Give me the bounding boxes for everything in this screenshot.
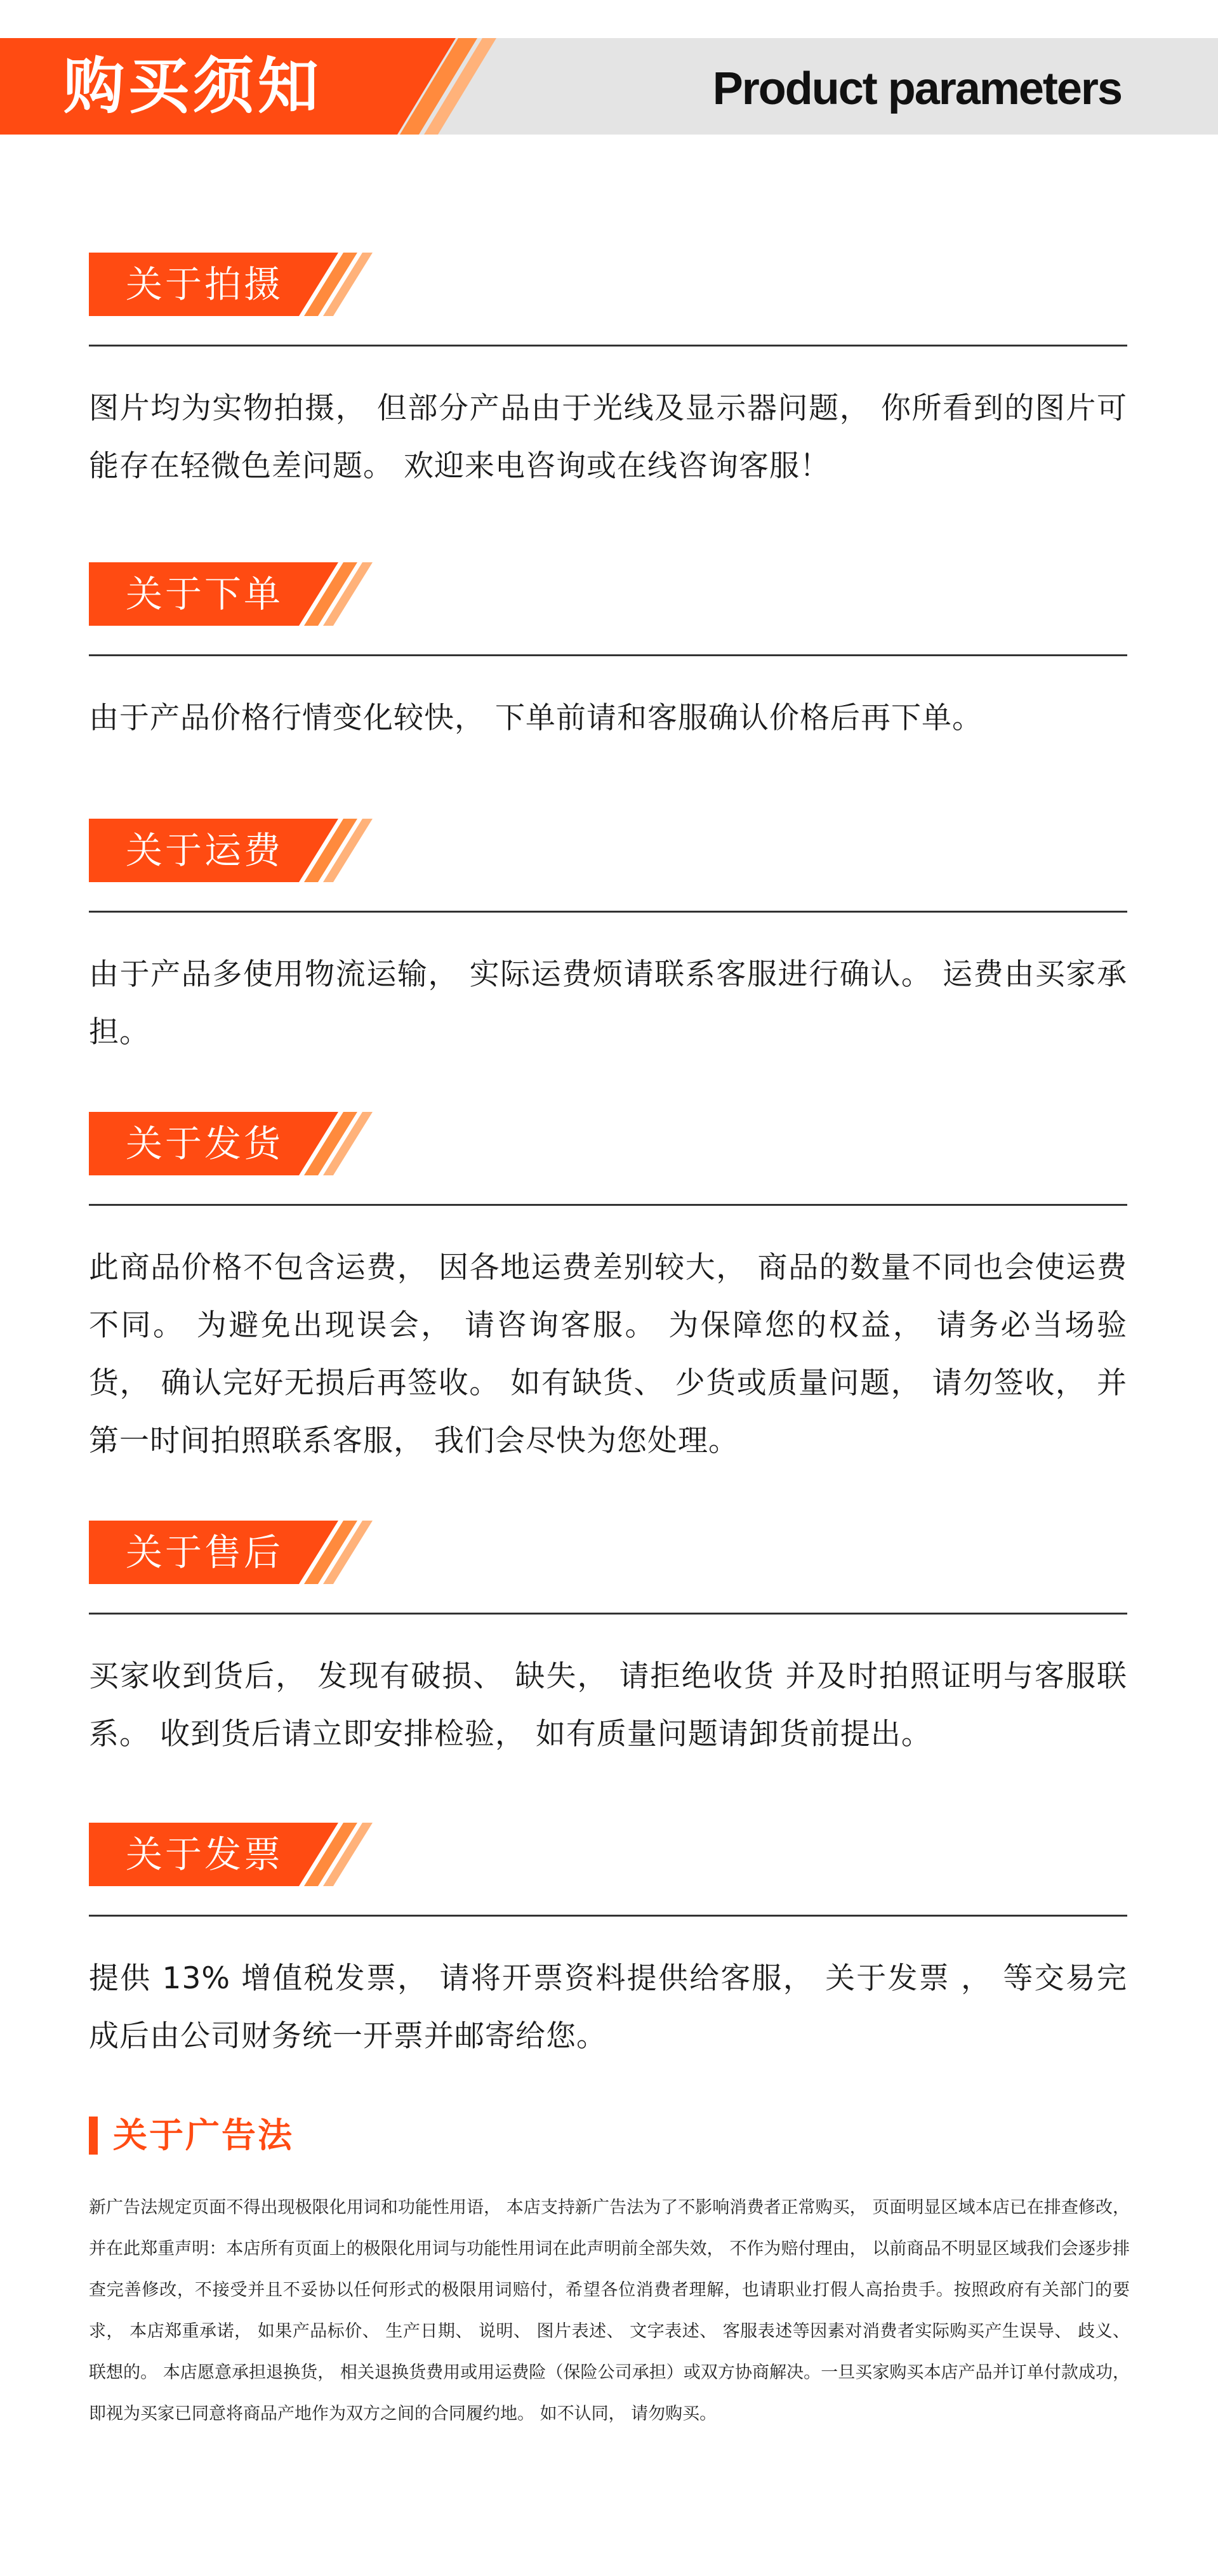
section-tag-label: 关于下单	[126, 572, 284, 616]
section-divider	[89, 654, 1127, 656]
section-divider	[89, 911, 1127, 913]
section-body: 由于产品多使用物流运输， 实际运费烦请联系客服进行确认。 运费由买家承担。	[89, 957, 1127, 1050]
section-divider	[89, 1204, 1127, 1206]
page-subtitle-en: Product parameters	[712, 63, 1122, 114]
section-body: 图片均为实物拍摄， 但部分产品由于光线及显示器问题， 你所看到的图片可能存在轻微色差问题。 欢迎来电咨询或在线咨询客服！	[89, 391, 1127, 484]
section-photography	[89, 253, 1127, 495]
section-body: 由于产品价格行情变化较快， 下单前请和客服确认价格后再下单。	[89, 701, 983, 736]
section-delivery	[89, 1112, 1127, 1470]
section-divider	[89, 1613, 1127, 1615]
section-body: 提供 13% 增值税发票， 请将开票资料提供给客服， 关于发票 ， 等交易完成后由公司财务统一开票并邮寄给您。	[89, 1961, 1127, 2054]
section-after-sales	[89, 1521, 1127, 1763]
section-tag	[89, 253, 374, 316]
section-tag	[89, 819, 374, 882]
section-divider	[89, 1915, 1127, 1917]
ad-law-title: 关于广告法	[113, 2115, 294, 2155]
page-title: 购买须知	[63, 51, 322, 122]
section-body: 买家收到货后， 发现有破损、 缺失， 请拒绝收货 并及时拍照证明与客服联系。 收到货后请立即安排检验， 如有质量问题请卸货前提出。	[89, 1659, 1127, 1752]
section-invoice	[89, 1823, 1127, 2065]
section-tag	[89, 1521, 374, 1584]
ad-law-accent-bar	[89, 2117, 98, 2155]
section-tag-label: 关于发货	[126, 1122, 284, 1165]
section-body: 此商品价格不包含运费， 因各地运费差别较大， 商品的数量不同也会使运费不同。 为避免出现误会， 请咨询客服。 为保障您的权益， 请务必当场验货， 确认完好无损后再签收。 如有缺货、 少货或质量问题， 请勿签收， 并第一时间拍照联系客服， 我们会尽快为您处理。	[89, 1250, 1127, 1458]
section-shipping-fee	[89, 819, 1127, 1061]
section-divider	[89, 345, 1127, 347]
section-tag	[89, 1112, 374, 1175]
ad-law-section	[89, 2113, 1130, 2434]
ad-law-heading	[89, 2113, 1130, 2158]
section-tag-label: 关于售后	[126, 1531, 284, 1574]
section-tag-label: 关于发票	[126, 1833, 284, 1876]
ad-law-body: 新广告法规定页面不得出现极限化用词和功能性用语， 本店支持新广告法为了不影响消费者正常购买， 页面明显区域本店已在排查修改， 并在此郑重声明：本店所有页面上的极限化用词与功能性用词在此声明前全部失效， 不作为赔付理由， 以前商品不明显区域我们会逐步排查完善修改，不接受并且不妥协以任何形式的极限用词赔付，希望各位消费者理解，也请职业打假人高抬贵手。按照政府有关部门的要求， 本店郑重承诺， 如果产品标价、 生产日期、 说明、 图片表述、 文字表述、 客服表述等因素对消费者实际购买产生误导、 歧义、 联想的。 本店愿意承担退换货， 相关退换货费用或用运费险（保险公司承担）或双方协商解决。一旦买家购买本店产品并订单付款成功， 即视为买家已同意将商品产地作为双方之间的合同履约地。 如不认同， 请勿购买。	[89, 2198, 1130, 2424]
section-ordering	[89, 562, 1127, 747]
section-tag	[89, 1823, 374, 1886]
section-tag	[89, 562, 374, 626]
section-tag-label: 关于拍摄	[126, 263, 284, 306]
section-tag-label: 关于运费	[126, 829, 284, 872]
